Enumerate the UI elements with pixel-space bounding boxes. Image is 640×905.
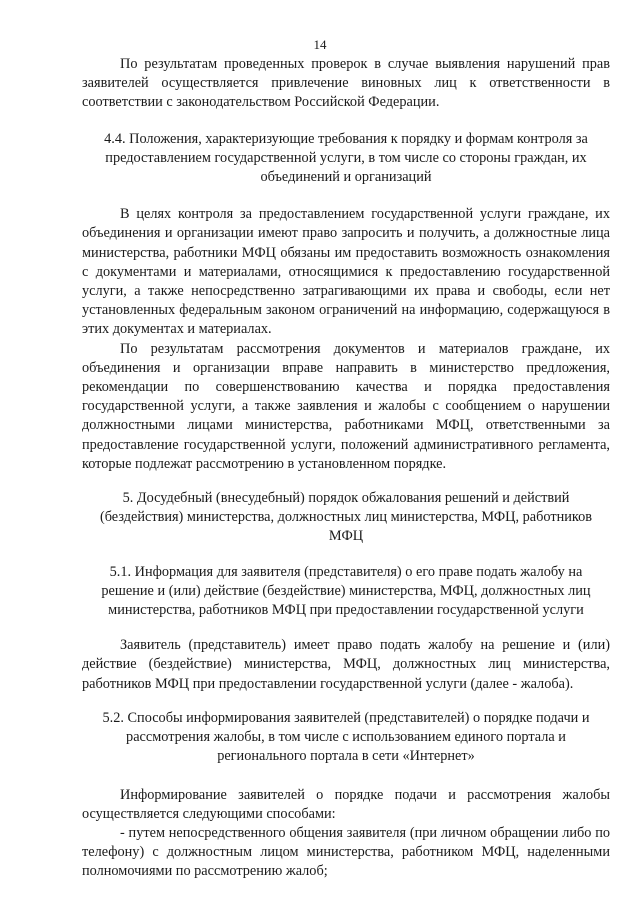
paragraph-control-rights: В целях контроля за предоставлением государственной услуги граждане, их объединения и организации имеют право запросить и получить, а должностные лица министерства, работники МФЦ обязаны им предоставить возможность ознакомления с документами и материалами, относящимися к предоставлению государственной услуги, а также непосредственно затрагивающими их права и свободы, если нет установленных федеральным законом ограничений на информацию, содержащуюся в этих документах и материалах.: [82, 206, 610, 338]
paragraph-review-results: По результатам рассмотрения документов и материалов граждане, их объединения и организации вправе направить в министерство предложения, рекомендации по совершенствованию качества и порядка предоставления государственной услуги, а также заявления и жалобы с сообщением о нарушении должностными лицами министерства, работниками МФЦ, ответственными за предоставление государственной услуги, положений административного регламента, которые подлежат рассмотрению в установленном порядке.: [82, 340, 610, 472]
paragraph-right-to-complain: Заявитель (представитель) имеет право подать жалобу на решение и (или) действие (бездействие) министерства, МФЦ, должностных лиц министерства, работников МФЦ при предоставлении государственной услуги (далее - жалоба).: [82, 637, 610, 692]
list-item-direct-communication: - путем непосредственного общения заявителя (при личном обращении либо по телефону) с должностным лицом министерства, работником МФЦ, наделенными полномочиями по рассмотрению жалоб;: [82, 824, 610, 880]
heading-section-5-1: 5.1. Информация для заявителя (представителя) о его праве подать жалобу на решение и (или) действие (бездействие) министерства, МФЦ, должностных лиц министерства, работников МФЦ при предоставлении государственной услуги: [101, 563, 591, 619]
paragraph-informing-methods: Информирование заявителей о порядке подачи и рассмотрения жалобы осуществляется следующими способами:: [82, 786, 610, 822]
heading-section-5: 5. Досудебный (внесудебный) порядок обжалования решений и действий (бездействия) министерства, должностных лиц министерства, МФЦ, работников МФЦ: [99, 490, 593, 545]
heading-section-4-4: 4.4. Положения, характеризующие требования к порядку и формам контроля за предоставлением государственной услуги, в том числе со стороны граждан, их объединений и организаций: [104, 130, 588, 186]
page-number: 14: [313, 37, 327, 52]
paragraph-violations-liability: По результатам проведенных проверок в случае выявления нарушений прав заявителей осуществляется привлечение виновных лиц к ответственности в соответствии с законодательством Российской Федерации.: [82, 56, 610, 111]
document-body: [82, 55, 610, 882]
heading-section-5-2: 5.2. Способы информирования заявителей (представителей) о порядке подачи и рассмотрения жалобы, в том числе с использованием единого портала и регионального портала в сети «Интернет»: [102, 709, 590, 765]
